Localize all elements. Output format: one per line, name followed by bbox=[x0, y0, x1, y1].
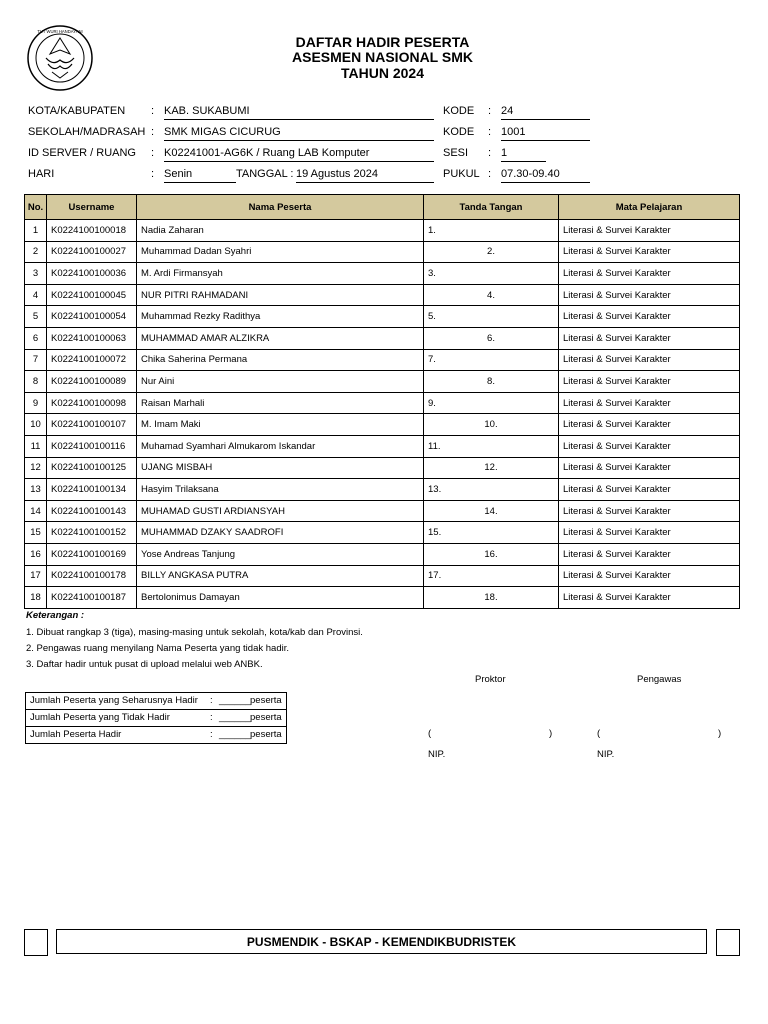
row-no: 7 bbox=[25, 349, 47, 371]
server-value: K02241001-AG6K / Ruang LAB Komputer bbox=[164, 147, 434, 162]
notes-title: Keterangan : bbox=[26, 610, 85, 621]
row-no: 6 bbox=[25, 327, 47, 349]
row-signature[interactable]: 7. bbox=[424, 349, 559, 371]
row-signature[interactable]: 10. bbox=[424, 414, 559, 436]
row-nama: Hasyim Trilaksana bbox=[137, 479, 424, 501]
table-row bbox=[25, 435, 740, 457]
row-username: K0224100100027 bbox=[47, 241, 137, 263]
table-row bbox=[25, 414, 740, 436]
kode2-label: KODE bbox=[443, 126, 475, 138]
row-subject: Literasi & Survei Karakter bbox=[559, 414, 740, 436]
row-nama: Chika Saherina Permana bbox=[137, 349, 424, 371]
summary-box bbox=[25, 692, 287, 744]
table-row bbox=[25, 392, 740, 414]
table-row bbox=[25, 263, 740, 285]
row-signature[interactable]: 2. bbox=[424, 241, 559, 263]
row-nama: MUHAMMAD AMAR ALZIKRA bbox=[137, 327, 424, 349]
meta-row-sekolah: SEKOLAH/MADRASAH : SMK MIGAS CICURUG KODE : 1001 bbox=[28, 126, 768, 142]
note-2: 2. Pengawas ruang menyilang Nama Peserta yang tidak hadir. bbox=[26, 643, 289, 654]
row-subject: Literasi & Survei Karakter bbox=[559, 435, 740, 457]
table-row bbox=[25, 500, 740, 522]
row-nama: Muhamad Syamhari Almukarom Iskandar bbox=[137, 435, 424, 457]
sekolah-value: SMK MIGAS CICURUG bbox=[164, 126, 434, 141]
row-nama: Raisan Marhali bbox=[137, 392, 424, 414]
row-nama: Muhammad Rezky Radithya bbox=[137, 306, 424, 328]
row-no: 11 bbox=[25, 435, 47, 457]
row-signature[interactable]: 12. bbox=[424, 457, 559, 479]
attendance-table bbox=[24, 194, 740, 609]
row-username: K0224100100089 bbox=[47, 371, 137, 393]
row-username: K0224100100107 bbox=[47, 414, 137, 436]
row-username: K0224100100072 bbox=[47, 349, 137, 371]
row-username: K0224100100063 bbox=[47, 327, 137, 349]
summary-row: Jumlah Peserta Hadir : ______ peserta bbox=[30, 729, 282, 740]
pengawas-open-paren: ( bbox=[597, 728, 601, 739]
table-row bbox=[25, 349, 740, 371]
row-nama: UJANG MISBAH bbox=[137, 457, 424, 479]
row-signature[interactable]: 18. bbox=[424, 587, 559, 609]
header-tanda-tangan: Tanda Tangan bbox=[424, 195, 559, 220]
row-signature[interactable]: 14. bbox=[424, 500, 559, 522]
meta-row-hari: HARI : Senin TANGGAL : 19 Agustus 2024 PUKUL : 07.30-09.40 bbox=[28, 168, 768, 184]
row-subject: Literasi & Survei Karakter bbox=[559, 306, 740, 328]
table-row bbox=[25, 371, 740, 393]
table-row bbox=[25, 543, 740, 565]
row-signature[interactable]: 16. bbox=[424, 543, 559, 565]
table-row bbox=[25, 457, 740, 479]
row-subject: Literasi & Survei Karakter bbox=[559, 543, 740, 565]
row-signature[interactable]: 4. bbox=[424, 284, 559, 306]
tanggal-value: 19 Agustus 2024 bbox=[296, 168, 434, 183]
pengawas-nip: NIP. bbox=[597, 749, 615, 760]
row-no: 4 bbox=[25, 284, 47, 306]
row-signature[interactable]: 6. bbox=[424, 327, 559, 349]
row-username: K0224100100169 bbox=[47, 543, 137, 565]
tanggal-label: TANGGAL : bbox=[236, 168, 294, 180]
server-label: ID SERVER / RUANG bbox=[28, 147, 136, 159]
header-nama: Nama Peserta bbox=[137, 195, 424, 220]
row-nama: M. Imam Maki bbox=[137, 414, 424, 436]
header-no: No. bbox=[25, 195, 47, 220]
table-row bbox=[25, 241, 740, 263]
row-nama: Bertolonimus Damayan bbox=[137, 587, 424, 609]
kode2-value: 1001 bbox=[501, 126, 590, 141]
footer-left-box bbox=[24, 929, 48, 956]
footer-text: PUSMENDIK - BSKAP - KEMENDIKBUDRISTEK bbox=[56, 929, 707, 954]
sekolah-label: SEKOLAH/MADRASAH bbox=[28, 126, 146, 138]
row-nama: M. Ardi Firmansyah bbox=[137, 263, 424, 285]
row-no: 16 bbox=[25, 543, 47, 565]
sesi-value: 1 bbox=[501, 147, 546, 162]
kota-label: KOTA/KABUPATEN bbox=[28, 105, 126, 117]
row-subject: Literasi & Survei Karakter bbox=[559, 220, 740, 242]
row-signature[interactable]: 17. bbox=[424, 565, 559, 587]
table-row bbox=[25, 587, 740, 609]
row-no: 17 bbox=[25, 565, 47, 587]
row-no: 8 bbox=[25, 371, 47, 393]
row-nama: Nur Aini bbox=[137, 371, 424, 393]
row-username: K0224100100098 bbox=[47, 392, 137, 414]
title-line-1: DAFTAR HADIR PESERTA bbox=[295, 34, 470, 50]
row-subject: Literasi & Survei Karakter bbox=[559, 565, 740, 587]
row-subject: Literasi & Survei Karakter bbox=[559, 349, 740, 371]
row-signature[interactable]: 9. bbox=[424, 392, 559, 414]
proktor-close-paren: ) bbox=[549, 728, 553, 739]
row-no: 1 bbox=[25, 220, 47, 242]
row-no: 12 bbox=[25, 457, 47, 479]
row-signature[interactable]: 11. bbox=[424, 435, 559, 457]
note-1: 1. Dibuat rangkap 3 (tiga), masing-masing untuk sekolah, kota/kab dan Provinsi. bbox=[26, 627, 363, 638]
row-username: K0224100100045 bbox=[47, 284, 137, 306]
row-no: 3 bbox=[25, 263, 47, 285]
row-nama: MUHAMAD GUSTI ARDIANSYAH bbox=[137, 500, 424, 522]
row-no: 5 bbox=[25, 306, 47, 328]
title-line-3: TAHUN 2024 bbox=[341, 65, 424, 81]
table-header-row bbox=[25, 195, 740, 220]
row-username: K0224100100054 bbox=[47, 306, 137, 328]
row-subject: Literasi & Survei Karakter bbox=[559, 479, 740, 501]
row-nama: MUHAMMAD DZAKY SAADROFI bbox=[137, 522, 424, 544]
logo-text: TUT WURI HANDAYANI bbox=[37, 29, 83, 34]
title-line-2: ASESMEN NASIONAL SMK bbox=[292, 49, 473, 65]
row-no: 18 bbox=[25, 587, 47, 609]
row-no: 9 bbox=[25, 392, 47, 414]
header-username: Username bbox=[47, 195, 137, 220]
row-nama: BILLY ANGKASA PUTRA bbox=[137, 565, 424, 587]
row-signature[interactable]: 1. bbox=[424, 220, 559, 242]
table-row bbox=[25, 479, 740, 501]
row-signature[interactable]: 3. bbox=[424, 263, 559, 285]
row-username: K0224100100152 bbox=[47, 522, 137, 544]
row-nama: Nadia Zaharan bbox=[137, 220, 424, 242]
table-row bbox=[25, 220, 740, 242]
proktor-label: Proktor bbox=[475, 674, 506, 685]
row-no: 2 bbox=[25, 241, 47, 263]
kota-value: KAB. SUKABUMI bbox=[164, 105, 434, 120]
hari-label: HARI bbox=[28, 168, 55, 180]
row-subject: Literasi & Survei Karakter bbox=[559, 241, 740, 263]
row-nama: Muhammad Dadan Syahri bbox=[137, 241, 424, 263]
sesi-label: SESI bbox=[443, 147, 469, 159]
row-subject: Literasi & Survei Karakter bbox=[559, 263, 740, 285]
row-username: K0224100100178 bbox=[47, 565, 137, 587]
row-username: K0224100100036 bbox=[47, 263, 137, 285]
row-username: K0224100100116 bbox=[47, 435, 137, 457]
row-no: 15 bbox=[25, 522, 47, 544]
row-no: 13 bbox=[25, 479, 47, 501]
summary-row: Jumlah Peserta yang Seharusnya Hadir : ______ peserta bbox=[26, 693, 286, 710]
header-mata-pelajaran: Mata Pelajaran bbox=[559, 195, 740, 220]
table-row bbox=[25, 306, 740, 328]
kode1-value: 24 bbox=[501, 105, 590, 120]
row-subject: Literasi & Survei Karakter bbox=[559, 522, 740, 544]
table-row bbox=[25, 522, 740, 544]
row-username: K0224100100187 bbox=[47, 587, 137, 609]
row-username: K0224100100143 bbox=[47, 500, 137, 522]
table-row bbox=[25, 284, 740, 306]
pengawas-close-paren: ) bbox=[718, 728, 722, 739]
table-row bbox=[25, 327, 740, 349]
meta-row-kota: KOTA/KABUPATEN : KAB. SUKABUMI KODE : 24 bbox=[28, 105, 768, 121]
row-subject: Literasi & Survei Karakter bbox=[559, 500, 740, 522]
table-row bbox=[25, 565, 740, 587]
pengawas-label: Pengawas bbox=[637, 674, 682, 685]
hari-value: Senin bbox=[164, 168, 236, 183]
row-username: K0224100100018 bbox=[47, 220, 137, 242]
pukul-label: PUKUL bbox=[443, 168, 480, 180]
row-nama: Yose Andreas Tanjung bbox=[137, 543, 424, 565]
tut-wuri-handayani-logo bbox=[26, 24, 94, 92]
row-username: K0224100100134 bbox=[47, 479, 137, 501]
proktor-nip: NIP. bbox=[428, 749, 446, 760]
row-no: 10 bbox=[25, 414, 47, 436]
row-subject: Literasi & Survei Karakter bbox=[559, 457, 740, 479]
row-subject: Literasi & Survei Karakter bbox=[559, 392, 740, 414]
row-signature[interactable]: 15. bbox=[424, 522, 559, 544]
row-subject: Literasi & Survei Karakter bbox=[559, 587, 740, 609]
footer-right-box bbox=[716, 929, 740, 956]
kode1-label: KODE bbox=[443, 105, 475, 117]
pukul-value: 07.30-09.40 bbox=[501, 168, 590, 183]
row-no: 14 bbox=[25, 500, 47, 522]
note-3: 3. Daftar hadir untuk pusat di upload melalui web ANBK. bbox=[26, 659, 263, 670]
attendance-body bbox=[25, 220, 740, 609]
row-signature[interactable]: 8. bbox=[424, 371, 559, 393]
row-subject: Literasi & Survei Karakter bbox=[559, 284, 740, 306]
row-subject: Literasi & Survei Karakter bbox=[559, 371, 740, 393]
proktor-open-paren: ( bbox=[428, 728, 432, 739]
summary-row: Jumlah Peserta yang Tidak Hadir : ______ peserta bbox=[26, 710, 286, 727]
meta-row-server: ID SERVER / RUANG : K02241001-AG6K / Ruang LAB Komputer SESI : 1 bbox=[28, 147, 768, 163]
row-username: K0224100100125 bbox=[47, 457, 137, 479]
row-signature[interactable]: 13. bbox=[424, 479, 559, 501]
row-subject: Literasi & Survei Karakter bbox=[559, 327, 740, 349]
row-nama: NUR PITRI RAHMADANI bbox=[137, 284, 424, 306]
row-signature[interactable]: 5. bbox=[424, 306, 559, 328]
